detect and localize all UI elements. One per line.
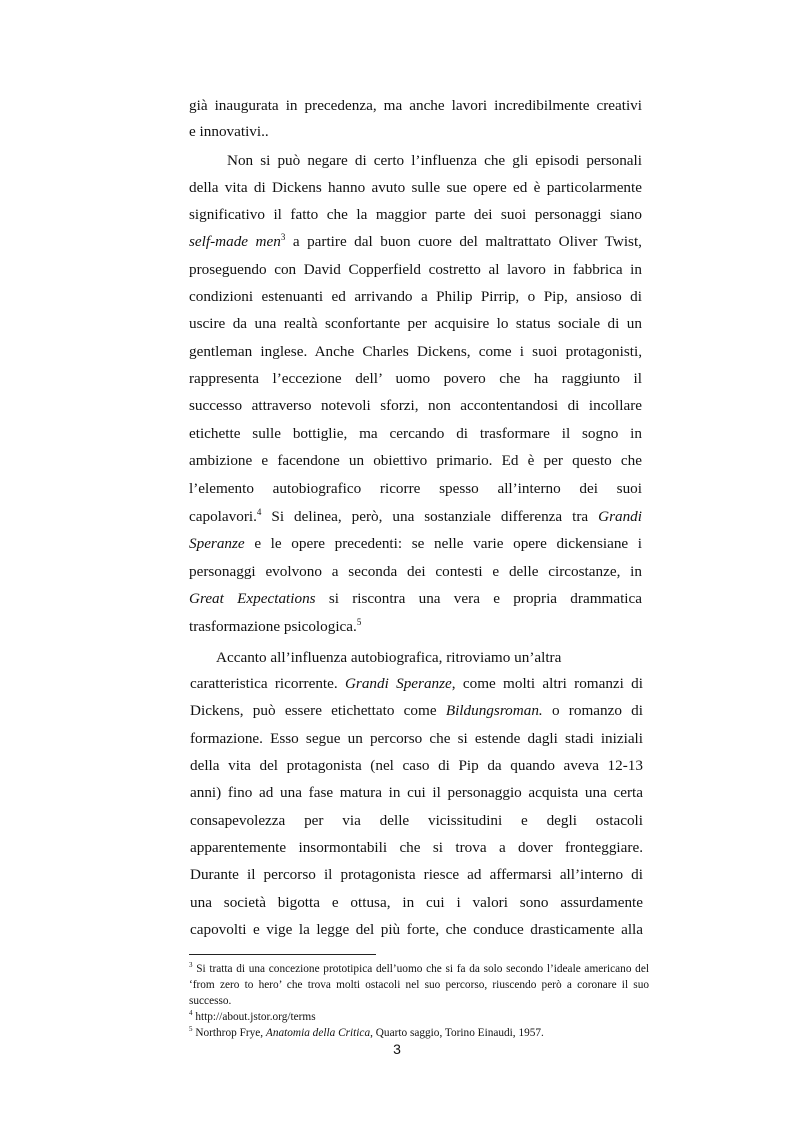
body-line: gentleman inglese. Anche Charles Dickens, come i suoi protagonisti,: [189, 343, 642, 360]
body-line: etichette sulle bottiglie, ma cercando di trasformare il sogno in: [189, 425, 642, 442]
body-line: e innovativi..: [189, 123, 269, 140]
body-line: [190, 671, 643, 697]
italic-term: self-made men: [189, 233, 281, 250]
footnote-separator: [189, 954, 376, 955]
body-line: apparentemente insormontabili che si trova a dover fronteggiare.: [190, 839, 643, 856]
footnote-number: 4: [189, 1009, 193, 1018]
body-text: si riscontra una vera e propria drammatica: [315, 590, 642, 607]
body-text: , come molti altri romanzi di: [451, 675, 643, 692]
body-line: [189, 531, 642, 557]
body-line: Accanto all’influenza autobiografica, ritroviamo un’altra: [216, 649, 562, 666]
body-text: caratteristica ricorrente.: [190, 675, 345, 692]
body-text: o romanzo di: [542, 702, 643, 719]
body-text: a partire dal buon cuore del maltrattato Oliver Twist,: [285, 233, 642, 250]
body-line: [189, 504, 642, 530]
body-text: e le opere precedenti: se nelle varie opere dickensiane i: [244, 535, 642, 552]
body-line: rappresenta l’eccezione dell’ uomo povero che ha raggiunto il: [189, 370, 642, 387]
body-line: [189, 229, 642, 255]
footnote-number: 3: [189, 961, 193, 970]
body-line: già inaugurata in precedenza, ma anche lavori incredibilmente creativi: [189, 97, 642, 114]
footnote-ref: 3: [280, 231, 286, 242]
body-line: [189, 614, 642, 640]
footnote-text: Si tratta di una concezione prototipica dell’uomo che si fa da solo secondo l’ideale americano del: [192, 963, 649, 975]
body-line: proseguendo con David Copperfield costretto al lavoro in fabbrica in: [189, 261, 642, 278]
footnote-text: Northrop Frye,: [192, 1027, 266, 1039]
footnote-3: [189, 962, 649, 978]
body-line: [190, 698, 643, 724]
italic-term: Bildungsroman.: [445, 702, 543, 719]
footnote-book-title: Anatomia della Critica: [265, 1027, 371, 1039]
footnote-3-line: successo.: [189, 995, 232, 1007]
footnote-5: [189, 1026, 649, 1042]
body-line: condizioni estenuanti ed arrivando a Philip Pirrip, o Pip, ansioso di: [189, 288, 642, 305]
body-text: Dickens, può essere etichettato come: [190, 702, 446, 719]
body-line: formazione. Esso segue un percorso che si estende dagli stadi iniziali: [190, 730, 643, 747]
body-text: trasformazione psicologica.: [189, 618, 357, 635]
body-line: [189, 586, 642, 612]
body-line: capovolti e vige la legge del più forte, che conduce drasticamente alla: [190, 921, 643, 938]
body-line: successo attraverso notevoli sforzi, non accontentandosi di incollare: [189, 397, 642, 414]
body-line: Durante il percorso il protagonista riesce ad affermarsi all’interno di: [190, 866, 643, 883]
footnote-4: [189, 1010, 649, 1026]
page-number: 3: [393, 1041, 401, 1057]
body-line: ambizione e facendone un obiettivo primario. Ed è per questo che: [189, 452, 642, 469]
body-text: capolavori.: [189, 508, 257, 525]
body-line: una società bigotta e ottusa, in cui i valori sono assurdamente: [190, 894, 643, 911]
italic-title: Grandi Speranze: [344, 675, 452, 692]
body-line: uscire da una realtà sconfortante per acquisire lo status sociale di un: [189, 315, 642, 332]
body-line: significativo il fatto che la maggior parte dei suoi personaggi siano: [189, 206, 642, 223]
italic-title: Speranze: [189, 535, 245, 552]
body-line: consapevolezza per via delle vicissitudini e degli ostacoli: [190, 812, 643, 829]
footnote-number: 5: [189, 1025, 193, 1034]
footnote-ref: 4: [256, 506, 262, 517]
body-line: della vita del protagonista (nel caso di Pip da quando aveva 12-13: [190, 757, 643, 774]
body-line: Non si può negare di certo l’influenza che gli episodi personali: [227, 152, 642, 169]
body-text: Si delinea, però, una sostanziale differenza tra: [261, 508, 599, 525]
footnote-text: , Quarto saggio, Torino Einaudi, 1957.: [370, 1027, 544, 1039]
body-line: della vita di Dickens hanno avuto sulle sue opere ed è particolarmente: [189, 179, 642, 196]
body-line: l’elemento autobiografico ricorre spesso all’interno dei suoi: [189, 480, 642, 497]
body-line: personaggi evolvono a seconda dei contesti e delle circostanze, in: [189, 563, 642, 580]
footnote-ref: 5: [356, 616, 362, 627]
italic-title: Great Expectations: [189, 590, 316, 607]
italic-title: Grandi: [598, 508, 642, 525]
footnote-3-line: ‘from zero to hero’ che trova molti ostacoli nel suo percorso, riuscendo però a coronare il suo: [189, 979, 649, 991]
body-line: anni) fino ad una fase matura in cui il personaggio acquista una certa: [190, 784, 643, 801]
footnote-link[interactable]: http://about.jstor.org/terms: [192, 1011, 316, 1023]
